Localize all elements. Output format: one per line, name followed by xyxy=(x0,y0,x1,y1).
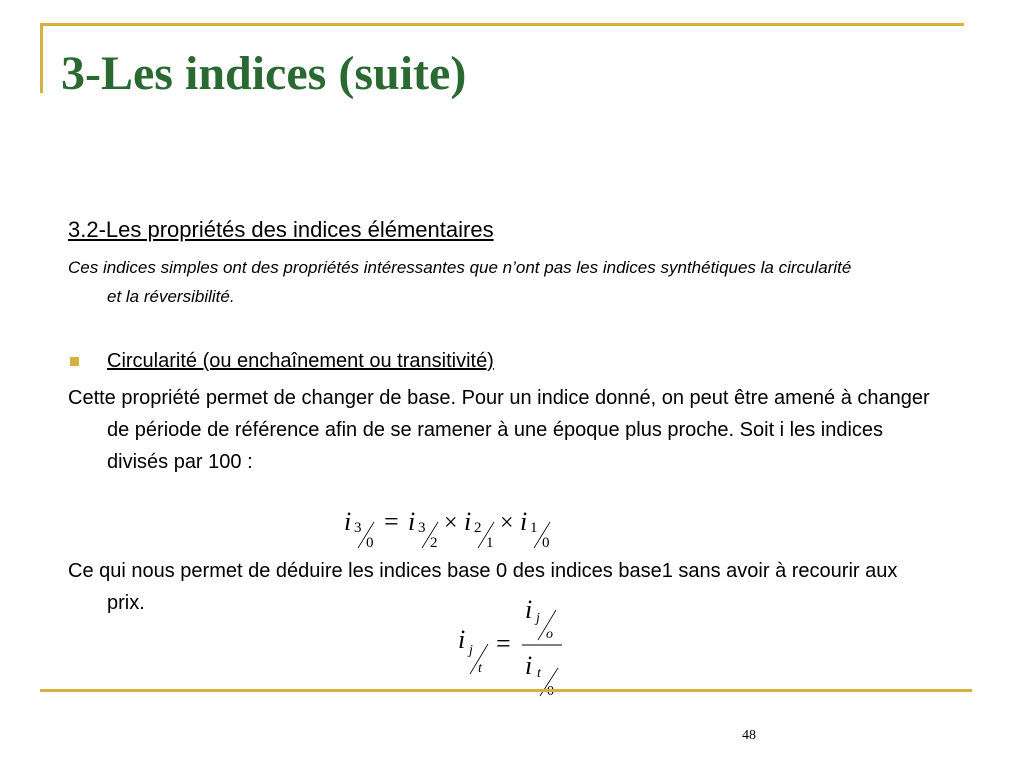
eq2-lhs-var: i xyxy=(458,625,466,654)
eq1-sup-3: 2 xyxy=(474,520,482,536)
eq1-sub-2: 2 xyxy=(430,535,438,551)
page-number: 48 xyxy=(742,728,756,743)
bullet-square-icon xyxy=(70,357,79,366)
paragraph-deduction: Ce qui nous permet de déduire les indices base 0 des indices base1 sans avoir à recourir aux prix. xyxy=(68,560,898,614)
equation-circularity xyxy=(340,500,570,556)
paragraph-changement-base: Cette propriété permet de changer de base. Pour un indice donné, on peut être amené à changer de période de référence afin de se ramener à une époque plus proche. Soit i les indices divisés par 100 : xyxy=(68,387,930,473)
eq2-den-var: i xyxy=(525,651,533,680)
eq1-var-4: i xyxy=(520,507,528,536)
slide-title: 3-Les indices (suite) xyxy=(61,47,467,100)
eq1-var-1: i xyxy=(344,507,352,536)
section-subheading: 3.2-Les propriétés des indices élémentaires xyxy=(68,217,494,242)
eq1-sub-3: 1 xyxy=(486,535,494,551)
footer-rule xyxy=(40,689,972,692)
eq2-lhs-sup: j xyxy=(469,643,473,658)
eq1-sup-1: 3 xyxy=(354,520,362,536)
bullet-circularite: Circularité (ou enchaînement ou transitivité) xyxy=(107,350,494,372)
eq1-sub-4: 0 xyxy=(542,535,550,551)
eq1-sup-4: 1 xyxy=(530,520,538,536)
eq1-times-2: × xyxy=(500,510,514,536)
eq1-times-1: × xyxy=(444,510,458,536)
eq2-num-var: i xyxy=(525,596,533,624)
eq1-equals: = xyxy=(384,507,399,536)
eq2-den-sup: t xyxy=(537,666,541,681)
eq2-num-sub: o xyxy=(546,627,553,642)
equation-base-change xyxy=(452,596,572,700)
title-frame-top-rule xyxy=(40,23,964,26)
eq2-equals: = xyxy=(496,629,511,658)
intro-text: Ces indices simples ont des propriétés intéressantes que n’ont pas les indices synthétiques la circularité et la réversibilité. xyxy=(68,258,852,306)
title-frame-left-rule xyxy=(40,23,43,93)
eq1-var-2: i xyxy=(408,507,416,536)
eq2-lhs-sub: t xyxy=(478,661,482,676)
eq1-sup-2: 3 xyxy=(418,520,426,536)
eq1-var-3: i xyxy=(464,507,472,536)
eq1-sub-1: 0 xyxy=(366,535,374,551)
eq2-num-sup: j xyxy=(536,611,540,626)
